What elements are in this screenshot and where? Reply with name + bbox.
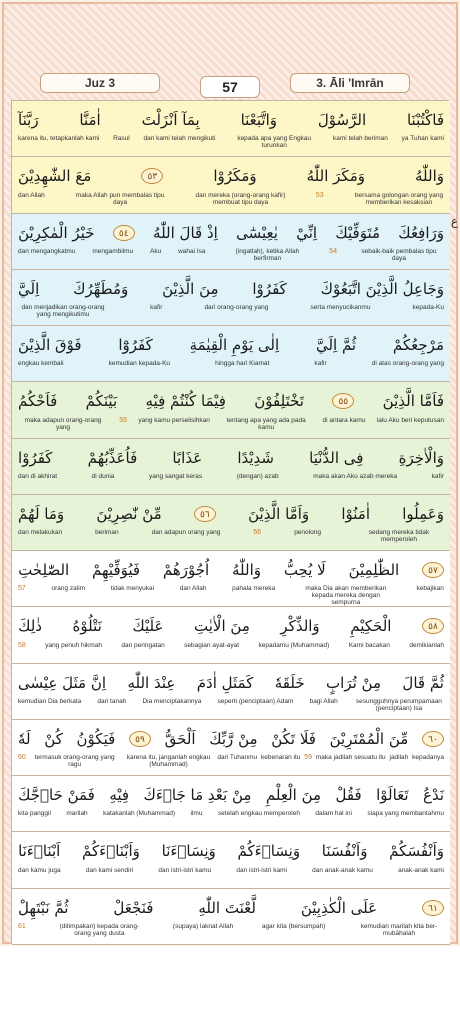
translation-word: marilah: [66, 810, 88, 818]
translation-word: dan anak-anak kamu: [312, 866, 373, 874]
arabic-word: فَاَمَّا الَّذِيْنَ: [382, 392, 444, 411]
arabic-word: اِلٰى يَوْمِ الْقِيٰمَةِ: [189, 336, 280, 355]
arabic-word: فِيْهِ: [109, 786, 130, 805]
translation-word: kepadamu (Muhammad): [258, 641, 330, 649]
ayah-number-latin: 54: [329, 247, 338, 255]
translation-word: dan istri-istri kami: [236, 866, 287, 874]
verse-row: [12, 439, 450, 495]
ayah-number-marker: ٥٥: [332, 393, 354, 409]
ayah-number-latin: 57: [18, 585, 26, 593]
translation-word: dan kami telah mengikuti: [143, 135, 216, 143]
translation-word: sebaik-baik pembalas tipu daya: [361, 247, 437, 262]
arabic-word: وَمَكَرَ اللّٰهُ: [306, 167, 365, 186]
translation-word: kita panggil: [18, 810, 51, 818]
arabic-word: اٰمَنَّا: [79, 111, 101, 129]
arabic-line: [12, 611, 450, 641]
arabic-word: الرَّسُوْلَ: [317, 111, 367, 129]
arabic-word: لَّعْنَتَ اللّٰهِ: [198, 898, 256, 917]
arabic-word: وَاللّٰهُ: [415, 167, 444, 186]
arabic-word: نَتْلُوْهُ: [72, 617, 102, 636]
translation-word: serta menyucikanmu: [310, 304, 371, 312]
arabic-word: وَاتَّبَعْنَا: [240, 111, 278, 129]
translation-word: bersama golongan orang yang memberikan kesaksian: [354, 191, 444, 206]
arabic-word: شَدِيْدًا: [237, 448, 274, 467]
verse-row: [12, 326, 450, 382]
translation-word: seperti (penciptaan) Adam: [217, 697, 294, 705]
arabic-word: عِنْدَ اللّٰهِ: [127, 673, 176, 692]
verse-row: [12, 214, 450, 270]
translation-word: engkau kembali: [18, 360, 64, 368]
arabic-word: كُنْ: [44, 729, 63, 748]
translation-word: dan menjadikan orang-orang yang mengikutimu: [21, 304, 105, 319]
arabic-line: [12, 218, 450, 248]
arabic-word: وَاَنْفُسَكُمْ: [389, 842, 444, 861]
translation-word: jadilah: [389, 754, 409, 762]
arabic-word: نَدْعُ: [423, 786, 444, 805]
translation-word: maka Allah pun membalas tipu daya: [75, 191, 165, 206]
arabic-word: وَمُطَهِّرُكَ: [73, 279, 129, 298]
ayah-number-latin: 60: [18, 754, 26, 762]
translation-word: agar kita (bersumpah): [261, 922, 326, 930]
translation-word: Dia menciptakannya: [142, 697, 202, 705]
arabic-word: مِنْ رَّبِّكَ: [209, 729, 258, 748]
translation-word: dan adapun orang yang: [151, 529, 221, 537]
verse-row: [12, 607, 450, 663]
translation-word: kebenaran itu: [260, 754, 301, 762]
translation-line: [12, 867, 450, 889]
arabic-line: [12, 274, 450, 304]
translation-word: yang penuh hikmah: [45, 641, 102, 649]
arabic-word: فَاَحْكُمُ: [18, 392, 58, 411]
verse-row: [12, 101, 450, 157]
ayah-number-latin: 53: [315, 191, 324, 199]
translation-line: [12, 810, 450, 832]
arabic-word: خَيْرُ الْمٰكِرِيْنَ: [18, 223, 95, 242]
translation-line: [12, 417, 450, 439]
verse-content: [11, 100, 449, 944]
translation-word: karena itu, tetapkanlah kami: [18, 135, 100, 143]
arabic-word: وَمَكَرُوْا: [213, 167, 257, 186]
translation-line: [12, 529, 450, 551]
arabic-word: فَاكْتُبْنَا: [406, 111, 444, 129]
translation-word: kepadanya: [412, 754, 444, 762]
translation-word: dan kami sendiri: [85, 866, 134, 874]
arabic-word: يٰعِيْسٰٓى: [236, 223, 278, 242]
translation-word: bagi Allah: [309, 697, 338, 705]
translation-word: di dunia: [91, 472, 115, 480]
arabic-word: بِمَآ اَنْزَلْتَ: [141, 111, 200, 129]
translation-word: dan mengangkatmu: [18, 247, 76, 255]
arabic-word: وَعَمِلُوا: [402, 504, 444, 523]
arabic-word: مِنْ بَعْدِ مَا جَاۤءَكَ: [143, 786, 252, 805]
translation-word: kemudian kepada-Ku: [108, 360, 171, 368]
arabic-word: كَفَرُوْا: [18, 448, 53, 467]
translation-word: orang zalim: [51, 585, 86, 593]
arabic-word: فَقُلْ: [335, 786, 362, 805]
verse-row: [12, 664, 450, 720]
translation-word: dan di akhirat: [18, 472, 58, 480]
translation-line: [12, 192, 450, 214]
ruku-marker: ع: [450, 214, 458, 228]
arabic-word: اِلَيَّ: [18, 279, 40, 298]
arabic-line: [12, 668, 450, 698]
translation-word: di atas orang-orang yang: [371, 360, 444, 368]
translation-line: [12, 135, 450, 157]
translation-word: kami telah beriman: [332, 135, 388, 143]
arabic-word: فَاُعَذِّبُهُمْ: [87, 448, 138, 467]
arabic-word: وَالْاٰخِرَةِ: [398, 448, 444, 467]
arabic-word: فَمَنْ حَاۤجَّكَ: [18, 786, 95, 805]
arabic-line: [12, 105, 450, 135]
verse-row: [12, 270, 450, 326]
arabic-line: [12, 161, 450, 191]
translation-line: [12, 248, 450, 270]
translation-word: demikianlah: [409, 641, 444, 649]
arabic-word: عَلَى الْكٰذِبِيْنَ: [300, 898, 378, 917]
translation-word: ilmu: [190, 810, 203, 818]
page-header: [0, 0, 460, 100]
ayah-number-marker: ٥٩: [129, 731, 151, 747]
translation-word: kemudian Dia berkata: [18, 697, 82, 705]
translation-word: penolong: [294, 529, 321, 537]
translation-word: termasuk orang-orang yang ragu: [34, 754, 115, 769]
arabic-word: وَنِسَاۤءَنَا: [161, 842, 216, 861]
translation-word: tentang apa yang ada pada kamu: [226, 416, 306, 431]
translation-word: kebajikan: [416, 585, 444, 593]
verse-row: [12, 551, 450, 607]
ayah-number-marker: ٥٣: [141, 168, 163, 184]
verse-row: [12, 889, 450, 945]
arabic-word: بَيْنَكُمْ: [85, 392, 118, 411]
translation-word: beriman: [95, 529, 119, 537]
translation-word: katakanlah (Muhammad): [103, 810, 176, 818]
arabic-word: فِى الدُّنْيَا: [309, 448, 364, 467]
translation-word: dan peringatan: [121, 641, 165, 649]
verse-row: [12, 720, 450, 776]
arabic-word: وَاَبْنَاۤءَكُمْ: [82, 842, 140, 861]
arabic-word: وَمَا لَهُمْ: [18, 504, 65, 523]
translation-word: anak-anak kami: [398, 866, 444, 874]
translation-word: Kami bacakan: [348, 641, 390, 649]
arabic-word: اِنَّ مَثَلَ عِيْسٰى: [18, 673, 107, 692]
translation-word: kemudian marilah kita ber-mubāhalah: [360, 922, 438, 937]
arabic-word: مِنَ الْعِلْمِ: [265, 786, 322, 805]
ayah-number-marker: ٦٠: [422, 731, 444, 747]
translation-word: kepada apa yang Engkau turunkan: [237, 135, 312, 150]
translation-word: siapa yang membantahmu: [367, 810, 444, 818]
translation-word: Rasul: [113, 135, 130, 143]
translation-word: setelah engkau memperoleh: [217, 810, 300, 818]
verse-row: [12, 776, 450, 832]
arabic-word: كَفَرُوْٓا: [118, 336, 153, 355]
translation-word: ya Tuhan kami: [401, 135, 444, 143]
verse-row: [12, 495, 450, 551]
arabic-word: عَلَيْكَ: [132, 617, 164, 636]
translation-word: kepada-Ku: [412, 304, 444, 312]
arabic-word: فَيَكُوْنُ: [76, 729, 116, 748]
arabic-word: عَذَابًا: [172, 448, 203, 467]
arabic-word: كَفَرُوْا: [252, 279, 287, 298]
arabic-line: [12, 724, 450, 754]
translation-word: dan Allah: [18, 191, 45, 199]
translation-word: kafir: [150, 304, 163, 312]
translation-line: [12, 304, 450, 326]
surah-label: 3. Āli 'Imrān: [290, 73, 410, 93]
arabic-word: اٰمَنُوْا: [341, 504, 371, 523]
arabic-word: الصّٰلِحٰتِ: [18, 561, 70, 580]
ayah-number-latin: 55: [119, 416, 128, 424]
translation-word: dalam hal ini: [315, 810, 352, 818]
arabic-line: [12, 443, 450, 473]
verse-row: [12, 832, 450, 888]
translation-word: dari tanah: [97, 697, 127, 705]
translation-word: Aku: [150, 247, 162, 255]
arabic-word: فَلَا تَكُنْ: [271, 729, 316, 748]
ayah-number-marker: ٥٧: [422, 562, 444, 578]
arabic-line: [12, 499, 450, 529]
translation-word: yang kamu perselisihkan: [138, 416, 210, 424]
translation-line: [12, 473, 450, 495]
translation-word: dari Tuhanmu: [217, 754, 258, 762]
verse-row: [12, 157, 450, 213]
arabic-word: تَعَالَوْا: [376, 786, 409, 805]
translation-word: dan kamu juga: [18, 866, 61, 874]
arabic-word: وَجَاعِلُ الَّذِيْنَ اتَّبَعُوْكَ: [320, 279, 444, 298]
arabic-line: [12, 330, 450, 360]
translation-word: dan mereka (orang-orang kafir) membuat tipu daya: [195, 191, 286, 206]
translation-line: [12, 642, 450, 664]
translation-word: lalu Aku beri keputusan: [376, 416, 444, 424]
arabic-word: كَمَثَلِ اٰدَمَ: [196, 673, 254, 692]
arabic-word: وَرَافِعُكَ: [398, 223, 444, 242]
translation-line: [12, 923, 450, 945]
ayah-number-marker: ٥٤: [113, 225, 135, 241]
arabic-word: وَاَمَّا الَّذِيْنَ: [248, 504, 310, 523]
translation-word: karena itu, janganlah engkau (Muhammad): [126, 754, 211, 769]
ayah-number-latin: 58: [18, 641, 26, 649]
arabic-word: فَنَجْعَلْ: [113, 898, 154, 917]
translation-word: sebagian ayat-ayat: [184, 641, 240, 649]
arabic-word: اِذْ قَالَ اللّٰهُ: [153, 223, 218, 242]
arabic-word: مِنَ الَّذِيْنَ: [162, 279, 219, 298]
arabic-word: خَلَقَهٗ: [274, 673, 305, 692]
translation-word: dan melakukan: [18, 529, 63, 537]
arabic-word: اَبْنَاۤءَنَا: [18, 842, 61, 861]
ayah-number-latin: 56: [253, 529, 262, 537]
arabic-line: [12, 893, 450, 923]
arabic-word: ثُمَّ اِلَيَّ: [315, 336, 357, 355]
translation-line: [12, 360, 450, 382]
ayah-number-marker: ٥٨: [422, 618, 444, 634]
arabic-word: مِنْ تُرَابٍ: [326, 673, 382, 692]
translation-word: (dengan) azab: [236, 472, 279, 480]
translation-word: dari orang-orang yang: [204, 304, 269, 312]
translation-word: (ingatlah), ketika Allah berfirman: [235, 247, 300, 262]
arabic-word: تَخْتَلِفُوْنَ: [254, 392, 304, 411]
arabic-word: اُجُوْرَهُمْ: [162, 561, 210, 580]
arabic-word: مِّنْ نّٰصِرِيْنَ: [96, 504, 162, 523]
verse-row: [12, 382, 450, 438]
arabic-word: مِنَ الْاٰيٰتِ: [194, 617, 250, 636]
arabic-word: وَنِسَاۤءَكُمْ: [237, 842, 301, 861]
arabic-word: مُتَوَفِّيْكَ: [335, 223, 381, 242]
translation-line: [12, 698, 450, 720]
translation-word: maka adapun orang-orang yang: [24, 416, 102, 431]
ayah-number-latin: 59: [304, 754, 313, 762]
arabic-word: ذٰلِكَ: [18, 617, 42, 636]
juz-label: Juz 3: [40, 73, 160, 93]
arabic-word: وَاللّٰهُ: [232, 561, 262, 580]
translation-word: (supaya) laknat Allah: [172, 922, 234, 930]
arabic-word: مِّنَ الْمُمْتَرِيْنَ: [329, 729, 409, 748]
arabic-line: [12, 386, 450, 416]
translation-word: sesungguhnya perumpamaan (penciptaan) Isa: [355, 697, 442, 712]
translation-word: maka Dia akan memberikan kepada mereka dengan sempurna: [305, 585, 387, 607]
arabic-word: لَا يُحِبُّ: [283, 561, 326, 580]
translation-word: hingga hari Kiamat: [215, 360, 270, 368]
arabic-word: ثُمَّ قَالَ: [402, 673, 444, 692]
arabic-word: ثُمَّ نَبْتَهِلْ: [18, 898, 69, 917]
translation-word: tidak menyukai: [110, 585, 155, 593]
translation-word: dan istri-istri kamu: [158, 866, 212, 874]
ayah-number-marker: ٥٦: [194, 506, 216, 522]
translation-word: di antara kamu: [322, 416, 366, 424]
arabic-word: لَهٗ: [18, 729, 31, 748]
translation-word: yang sangat keras: [149, 472, 203, 480]
translation-word: (ditimpakan) kepada orang-orang yang dusta: [59, 922, 140, 937]
translation-word: mengambilmu: [92, 247, 134, 255]
translation-word: sedang mereka tidak memperoleh: [368, 529, 430, 544]
translation-word: maka jadilah sesuatu itu: [315, 754, 386, 762]
translation-word: pahala mereka: [232, 585, 276, 593]
arabic-word: مَرْجِعُكُمْ: [392, 336, 444, 355]
translation-word: dan Allah: [179, 585, 207, 593]
arabic-word: اِنِّيْ: [296, 223, 318, 242]
translation-word: maka akan Aku azab mereka: [313, 472, 398, 480]
translation-line: [12, 754, 450, 776]
arabic-word: مَعَ الشّٰهِدِيْنَ: [18, 167, 92, 186]
arabic-word: رَبَّنَآ: [18, 111, 39, 129]
arabic-word: الظّٰلِمِيْنَ: [348, 561, 400, 580]
translation-line: [12, 585, 450, 607]
arabic-word: اَلْحَقُّ: [164, 729, 196, 748]
arabic-line: [12, 836, 450, 866]
translation-word: wahai Isa: [178, 247, 206, 255]
arabic-word: فِيْمَا كُنْتُمْ فِيْهِ: [145, 392, 226, 411]
page-number: 57: [200, 76, 260, 98]
arabic-word: وَالذِّكْرِ: [280, 617, 320, 636]
translation-word: kafir: [431, 472, 444, 480]
ayah-number-latin: 61: [18, 922, 26, 930]
arabic-line: [12, 555, 450, 585]
arabic-line: [12, 780, 450, 810]
ayah-number-marker: ٦١: [422, 900, 444, 916]
arabic-word: الْحَكِيْمِ: [350, 617, 392, 636]
translation-word: kafir: [314, 360, 327, 368]
arabic-word: فَوْقَ الَّذِيْنَ: [18, 336, 82, 355]
arabic-word: وَاَنْفُسَنَا: [321, 842, 368, 861]
arabic-word: فَيُوَفِّيْهِمْ: [92, 561, 141, 580]
